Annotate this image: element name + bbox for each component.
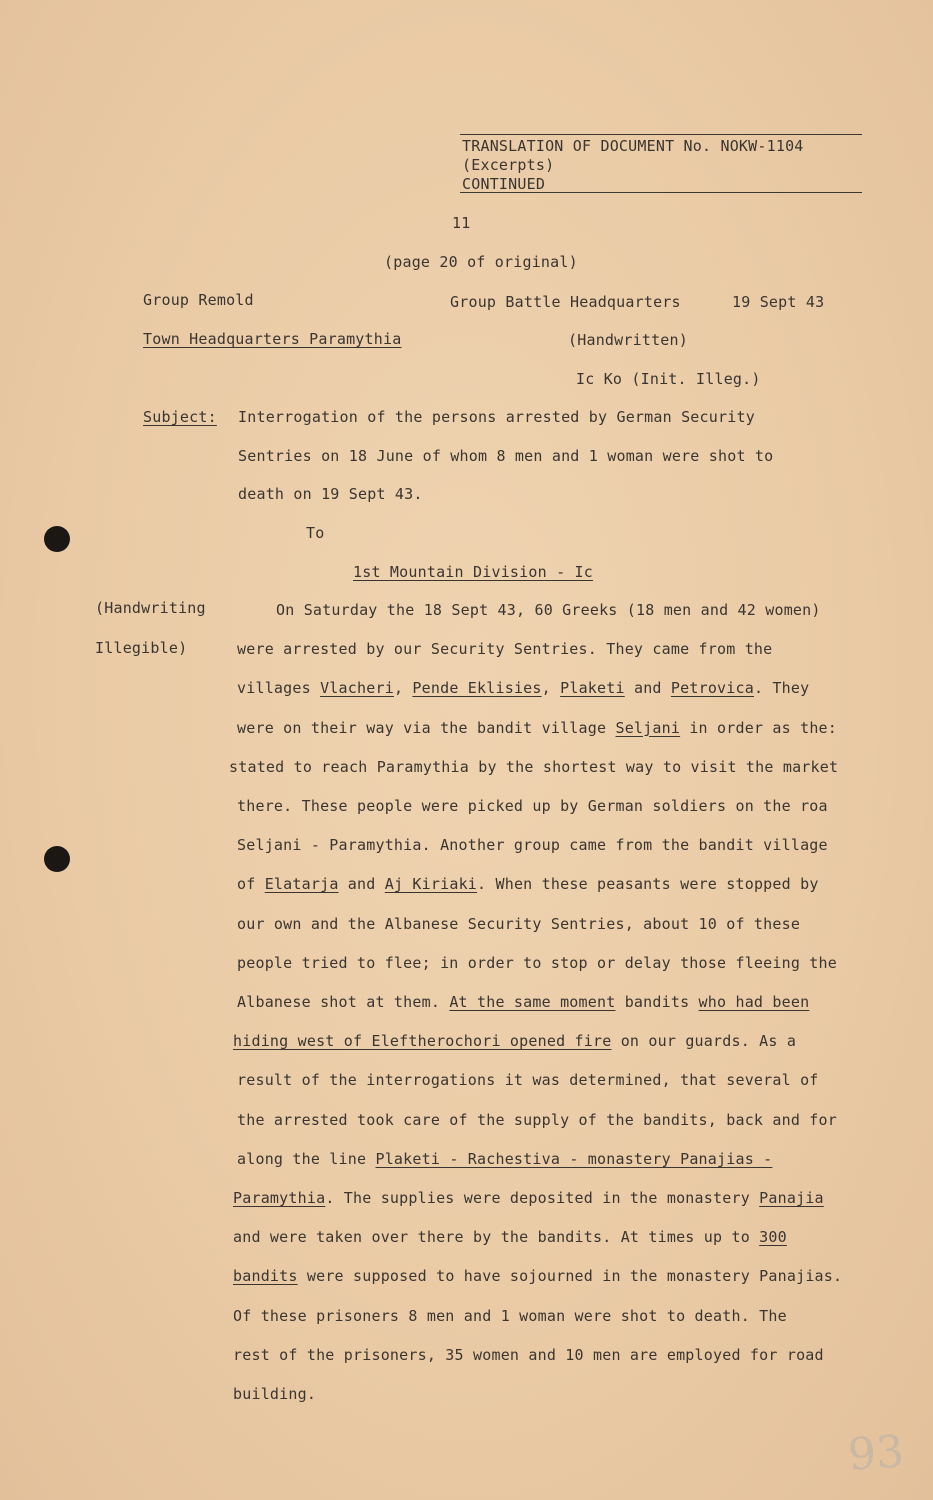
body-line <box>233 1346 824 1364</box>
text-span: Seljani - Paramythia. Another group came from the bandit village <box>237 836 828 855</box>
text-span: Of these prisoners 8 men and 1 woman were shot to death. The <box>233 1306 787 1325</box>
section-number: 11 <box>452 214 471 232</box>
subject-label: Subject: <box>143 408 217 426</box>
punch-hole-top <box>44 526 70 552</box>
body-line <box>229 758 838 776</box>
body-line <box>233 1228 787 1246</box>
underlined-term: At the same moment <box>449 993 616 1011</box>
header-top-rule <box>460 134 862 135</box>
body-line <box>237 954 837 972</box>
body-line <box>237 915 800 933</box>
underlined-term: bandits <box>233 1267 298 1286</box>
subject-line: death on 19 Sept 43. <box>238 485 423 503</box>
initials-note: Ic Ko (Init. Illeg.) <box>576 370 761 388</box>
page-number-stamp: 93 <box>846 1426 906 1481</box>
subject-line: Sentries on 18 June of whom 8 men and 1 woman were shot to <box>238 447 774 465</box>
underlined-term: Seljani <box>615 718 681 737</box>
text-span: our own and the Albanese Security Sentries, about 10 of these <box>237 914 801 933</box>
underlined-term: Aj Kiriaki <box>384 875 478 894</box>
from-group: Group Remold <box>143 291 254 309</box>
text-span: villages <box>237 679 321 698</box>
text-span: building. <box>233 1385 317 1403</box>
continued-label: CONTINUED <box>462 175 546 193</box>
handwritten-note: (Handwritten) <box>568 331 688 349</box>
text-span: and were taken over there by the bandits. At times up to <box>233 1228 760 1247</box>
text-span: were supposed to have sojourned in the monastery Panajias. <box>297 1267 843 1286</box>
body-line <box>237 679 809 697</box>
text-span: the arrested took care of the supply of the bandits, back and for <box>237 1110 837 1129</box>
underlined-term: 300 <box>759 1228 787 1247</box>
document-date: 19 Sept 43 <box>732 293 825 311</box>
text-span: rest of the prisoners, 35 women and 10 men are employed for road <box>233 1345 824 1364</box>
body-line <box>237 1071 819 1089</box>
header-bottom-rule <box>460 192 862 193</box>
underlined-term: Petrovica <box>670 679 754 698</box>
text-span: were arrested by our Security Sentries. They came from the <box>237 640 773 659</box>
document-title: TRANSLATION OF DOCUMENT No. NOKW-1104 <box>462 137 804 155</box>
body-line <box>233 1189 824 1207</box>
underlined-term: who had been <box>698 993 810 1011</box>
text-span: there. These people were picked up by German soldiers on the roa <box>237 797 828 815</box>
text-span: people tried to flee; in order to stop or delay those fleeing the <box>237 953 837 972</box>
text-span: On Saturday the 18 Sept 43, 60 Greeks (18 men and 42 women) <box>276 601 821 619</box>
underlined-term: Pende Eklisies <box>412 679 542 698</box>
text-span: result of the interrogations it was determined, that several of <box>237 1071 819 1090</box>
text-span: on our guards. As a <box>611 1032 797 1051</box>
text-span: . When these peasants were stopped by <box>477 875 819 894</box>
recipient: 1st Mountain Division - Ic <box>353 563 593 581</box>
text-span: . They <box>753 679 810 698</box>
underlined-term: hiding west of Eleftherochori opened fire <box>233 1032 612 1051</box>
body-line <box>237 719 837 737</box>
text-span: bandits <box>615 993 699 1011</box>
text-span: . The supplies were deposited in the monastery <box>325 1189 760 1207</box>
text-span: and <box>624 679 671 698</box>
text-span: stated to reach Paramythia by the shortest way to visit the market <box>229 757 839 776</box>
subject-line: Interrogation of the persons arrested by German Security <box>238 408 755 426</box>
body-line <box>233 1032 796 1050</box>
text-span: in order as the: <box>680 718 838 737</box>
text-span: of <box>237 875 265 894</box>
text-span: were on their way via the bandit village <box>237 718 616 737</box>
battle-headquarters: Group Battle Headquarters <box>450 293 681 311</box>
body-line <box>237 640 772 658</box>
body-line <box>237 1111 837 1129</box>
town-headquarters: Town Headquarters Paramythia <box>143 330 402 348</box>
underlined-term: Plaketi - Rachestiva - monastery Panajias - <box>375 1149 773 1168</box>
text-span: Albanese shot at them. <box>237 993 450 1011</box>
underlined-term: Paramythia <box>233 1189 326 1207</box>
body-line <box>237 836 828 854</box>
body-line <box>233 1385 316 1403</box>
underlined-term: Elatarja <box>264 875 339 894</box>
excerpts-label: (Excerpts) <box>462 156 555 174</box>
body-line <box>276 601 821 619</box>
text-span: and <box>338 875 385 894</box>
page-reference: (page 20 of original) <box>384 253 578 271</box>
text-span: , <box>541 679 561 698</box>
margin-note-line-1: (Handwriting <box>95 599 206 617</box>
to-label: To <box>306 524 325 542</box>
text-span: , <box>393 679 413 698</box>
body-line <box>233 1267 842 1285</box>
body-line <box>237 1150 772 1168</box>
body-line <box>237 993 809 1011</box>
body-line <box>233 1307 787 1325</box>
punch-hole-bottom <box>44 846 70 872</box>
body-line <box>237 875 819 893</box>
margin-note-line-2: Illegible) <box>95 639 188 657</box>
underlined-term: Vlacheri <box>320 679 394 698</box>
text-span: along the line <box>237 1149 376 1168</box>
underlined-term: Plaketi <box>560 679 625 698</box>
body-line <box>237 797 828 815</box>
underlined-term: Panajia <box>759 1189 824 1207</box>
